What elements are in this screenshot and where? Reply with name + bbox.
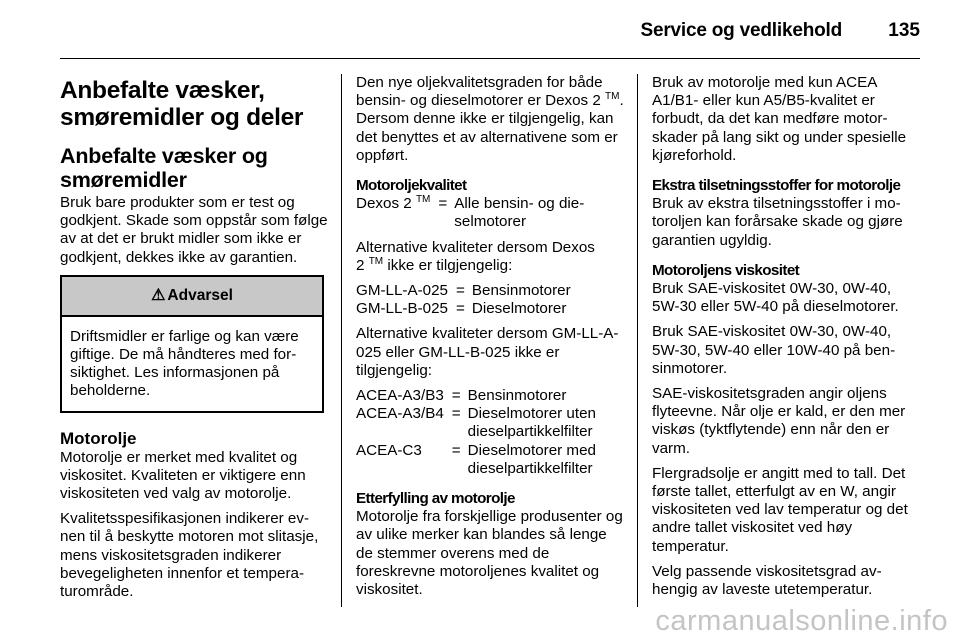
text-span: ikke er tilgjengelig: xyxy=(383,256,513,274)
column-divider xyxy=(341,74,342,607)
viscosity-paragraph: Velg passende viskositetsgrad avhengig av laveste utetemperatur. xyxy=(652,562,882,599)
equals-sign: = xyxy=(451,405,461,423)
table-value: Dieselmotorer xyxy=(471,300,567,318)
column-2 xyxy=(356,74,624,606)
text-span: Den nye oljekvalitetsgraden for både bensin- og dieselmotorer er Dexos 2 xyxy=(356,74,603,110)
table-row xyxy=(356,405,624,441)
equals-sign: = xyxy=(451,387,461,405)
forbidden-paragraph: Bruk av motorolje med kun ACEA A1/B1- eller kun A5/B5-kvalitet er forbudt, da det kan medføre motorskader på lang sikt og under spesielle kjøreforhold. xyxy=(652,74,907,164)
equals-sign: = xyxy=(456,282,465,300)
viscosity-paragraph: Bruk SAE-viskositet 0W-30, 0W-40, 5W-30, 5W-40 eller 10W-40 på bensinmotorer. xyxy=(652,323,896,377)
refill-heading: Etterfylling av motorolje xyxy=(356,490,515,508)
motorolje-paragraph: Motorolje er merket med kvalitet og viskositet. Kvaliteten er viktigere enn viskositeten ved valg av motorolje. xyxy=(60,448,306,503)
table-value: Dieselmotorer uten dieselpartikkelfilter xyxy=(467,405,596,441)
viscosity-paragraph: SAE-viskositetsgraden angir oljens flyteevne. Når olje er kald, er den mer viskøs (tyktflytende) enn når den er varm. xyxy=(652,385,906,457)
motorolje-heading: Motorolje xyxy=(60,428,137,448)
refill-paragraph: Motorolje fra forskjellige produsenter og av ulike merker kan blandes så lenge de stemmer overens med de foreskrevne motoroljenes kvalitet og viskositet. xyxy=(356,508,623,599)
column-1 xyxy=(60,74,328,608)
viscosity-paragraph: Bruk SAE-viskositet 0W-30, 0W-40, 5W-30 eller 5W-40 på dieselmotorer. xyxy=(652,280,899,316)
header-rule xyxy=(60,58,920,59)
alternative-paragraph xyxy=(356,239,624,275)
table-row xyxy=(356,282,571,300)
warning-icon: ⚠ xyxy=(151,286,166,304)
acea-table xyxy=(356,387,624,478)
text-span: . Dersom denne ikke er tilgjengelig, kan det benyttes et av alternativene som er oppført. xyxy=(356,92,624,164)
trademark: TM xyxy=(605,91,620,103)
subsection-heading: Anbefalte væsker og smøremidler xyxy=(60,144,268,192)
warning-title: Advarsel xyxy=(167,286,233,304)
viscosity-heading: Motoroljens viskositet xyxy=(652,261,800,279)
table-row xyxy=(356,195,624,231)
column-divider xyxy=(637,74,638,607)
table-key: ACEA-C3 xyxy=(356,441,422,459)
quality-heading: Motoroljekvalitet xyxy=(356,177,467,195)
text-span: Dexos 2 xyxy=(356,195,412,213)
table-key xyxy=(356,195,430,231)
equals-sign: = xyxy=(456,300,465,318)
additives-heading: Ekstra tilsetningsstoffer for motorolje xyxy=(652,177,901,195)
table-key: GM-LL-A-025 xyxy=(356,282,449,300)
intro-paragraph: Bruk bare produkter som er test og godkjent. Skade som oppstår som følge av at det er brukt midler som ikke er godkjent, dekkes ikke av garantien. xyxy=(60,194,328,266)
additives-paragraph: Bruk av ekstra tilsetningsstoffer i motoroljen kan forårsake skade og gjøre garantien ugyldig. xyxy=(652,195,903,249)
table-value: Alle bensin- og dieselmotorer xyxy=(454,195,585,231)
warning-header xyxy=(62,277,322,317)
gm-table xyxy=(356,282,571,318)
trademark: TM xyxy=(415,194,431,206)
viscosity-paragraph: Flergradsolje er angitt med to tall. Det første tallet, etterfulgt av en W, angir viskositeten ved lav temperatur og det andre tallet viskositet ved høy temperatur. xyxy=(652,464,908,555)
table-value: Bensinmotorer xyxy=(471,282,571,300)
table-row xyxy=(356,442,624,478)
alternative-paragraph: Alternative kvaliteter dersom GM-LL-A-025 eller GM-LL-B-025 ikke er tilgjengelig: xyxy=(356,325,619,379)
watermark: carmanualsonline.info xyxy=(655,605,948,637)
section-heading: Anbefalte væsker, smøremidler og deler xyxy=(60,77,304,131)
table-key: ACEA-A3/B3 xyxy=(356,387,444,405)
table-row xyxy=(356,387,624,405)
oil-grade-intro xyxy=(356,74,624,165)
table-value: Dieselmotorer med dieselpartikkelfilter xyxy=(467,441,596,477)
equals-sign: = xyxy=(451,441,461,459)
trademark: TM xyxy=(368,255,384,267)
dexos-table xyxy=(356,195,624,231)
table-key: ACEA-A3/B4 xyxy=(356,405,444,423)
warning-box xyxy=(60,275,324,413)
motorolje-paragraph: Kvalitetsspesifikasjonen indikerer evnen til å beskytte motoren mot slitasje, mens viskositetsgraden indikerer bevegeligheten innenfor et temperaturområde. xyxy=(60,510,319,601)
table-row xyxy=(356,300,571,318)
table-key: GM-LL-B-025 xyxy=(356,300,449,318)
page-number: 135 xyxy=(888,20,920,41)
running-header-title: Service og vedlikehold xyxy=(640,20,842,41)
column-3 xyxy=(652,74,922,606)
warning-text: Driftsmidler er farlige og kan være giftige. De må håndteres med forsiktighet. Les informasjonen på beholderne. xyxy=(70,327,299,400)
text-span: Alternative kvaliteter dersom Dexos 2 xyxy=(356,238,595,274)
equals-sign: = xyxy=(438,195,448,213)
table-value: Bensinmotorer xyxy=(467,387,567,405)
